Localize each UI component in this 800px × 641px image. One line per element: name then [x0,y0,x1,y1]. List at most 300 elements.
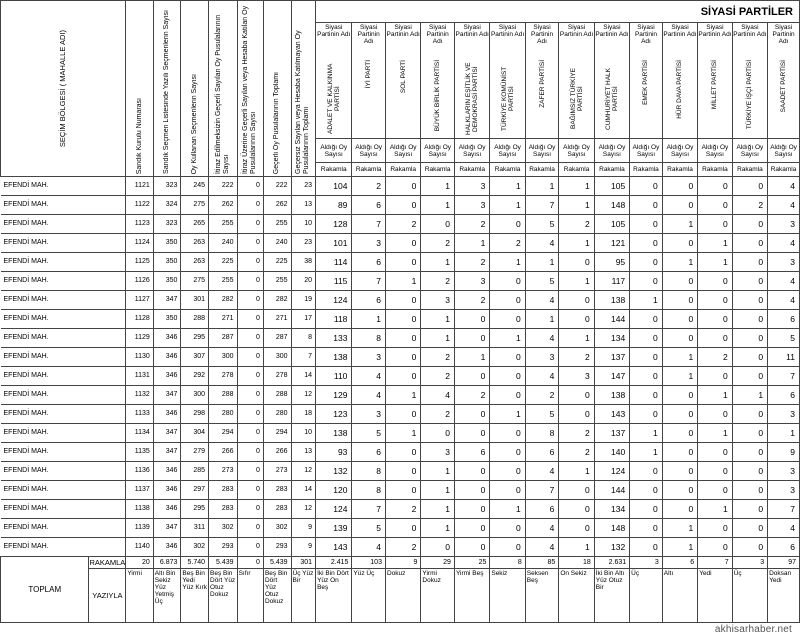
total-value-words: Sıfır [237,569,263,623]
party-vote: 4 [352,367,386,386]
party-vote: 6 [525,500,559,519]
party-vote: 1 [490,500,525,519]
party-vote: 4 [525,329,559,348]
party-vote: 0 [698,367,732,386]
table-row [1,462,800,481]
totals-row-yaziyla [1,569,800,623]
row-value: 0 [237,386,263,405]
party-vote: 0 [698,538,732,557]
party-name-label: Siyasi Partinin Adı [634,24,657,45]
party-vote: 0 [698,481,732,500]
row-value: 1125 [126,253,153,272]
mahalle-name: EFENDİ MAH. [1,538,126,557]
party-vote: 0 [630,348,663,367]
rakamla-label: Rakamla [525,163,559,177]
row-value: 1136 [126,462,153,481]
row-value: 300 [263,348,291,367]
column-header-label: Geçerli Oy Pusulalarının Toplamı [273,71,281,174]
party-vote: 0 [490,272,525,291]
party-header [385,23,420,139]
party-vote: 95 [594,253,629,272]
party-header [732,23,767,139]
party-vote: 1 [662,519,697,538]
party-vote: 0 [454,310,489,329]
total-vote-words: Seksen Beş [525,569,559,623]
row-value: 1137 [126,481,153,500]
row-value: 255 [209,272,238,291]
party-vote: 93 [316,443,352,462]
party-vote: 1 [421,196,455,215]
party-vote: 0 [732,177,767,196]
table-row [1,386,800,405]
party-vote: 0 [454,424,489,443]
party-name-label: Siyasi Partinin Adı [531,24,554,45]
party-vote: 5 [525,272,559,291]
party-vote: 0 [421,538,455,557]
party-vote: 0 [630,538,663,557]
table-row [1,177,800,196]
row-value: 9 [291,519,316,538]
party-vote: 1 [454,234,489,253]
party-header [352,23,386,139]
total-vote: 85 [525,557,559,569]
alinan-oy-label: Aldığı Oy Sayısı [490,139,525,163]
total-value-words: Altı Bin Sekiz Yüz Yetmiş Üç [153,569,181,623]
party-vote: 0 [662,196,697,215]
party-vote: 0 [490,424,525,443]
party-vote: 0 [385,348,420,367]
total-vote: 2.631 [594,557,629,569]
row-value: 293 [263,538,291,557]
column-header-col-gecersiz [291,1,316,177]
party-vote: 2 [385,500,420,519]
party-vote: 101 [316,234,352,253]
party-vote: 110 [316,367,352,386]
party-vote: 2 [385,215,420,234]
party-vote: 143 [594,405,629,424]
row-value: 275 [181,196,209,215]
party-vote: 0 [630,215,663,234]
column-header-col-oy-kullanan [181,1,209,177]
row-value: 14 [291,481,316,500]
column-header-label: Oy Kullanan Seçmenlerin Sayısı [190,73,198,174]
party-name: EMEK PARTİSİ [642,60,650,105]
row-value: 10 [291,424,316,443]
row-value: 225 [263,253,291,272]
party-vote: 0 [732,462,767,481]
party-vote: 1 [662,367,697,386]
party-vote: 0 [732,215,767,234]
row-value: 282 [209,291,238,310]
party-vote: 0 [490,386,525,405]
party-vote: 114 [316,253,352,272]
rakamla-label: Rakamla [316,163,352,177]
row-value: 8 [291,329,316,348]
party-vote: 89 [316,196,352,215]
table-row [1,443,800,462]
party-vote: 148 [594,196,629,215]
rakamla-label: Rakamla [768,163,800,177]
party-vote: 3 [421,443,455,462]
party-vote: 0 [385,310,420,329]
alinan-oy-label: Aldığı Oy Sayısı [352,139,386,163]
party-vote: 1 [490,196,525,215]
row-value: 346 [153,500,181,519]
row-value: 255 [209,215,238,234]
party-vote: 1 [559,329,594,348]
total-vote-words: Yedi [698,569,732,623]
party-vote: 0 [662,310,697,329]
party-vote: 0 [732,329,767,348]
party-vote: 4 [421,386,455,405]
party-vote: 139 [316,519,352,538]
party-vote: 3 [768,215,800,234]
party-vote: 2 [421,234,455,253]
party-vote: 129 [316,386,352,405]
party-vote: 0 [421,215,455,234]
party-vote: 0 [385,462,420,481]
column-header-label: İtiraz Edilmeksizin Geçerli Sayılan Oy Pusulalarının Sayısı [214,14,230,174]
party-vote: 128 [316,215,352,234]
party-vote: 2 [559,215,594,234]
party-vote: 1 [559,196,594,215]
party-vote: 0 [732,481,767,500]
rakamla-label: Rakamla [630,163,663,177]
party-vote: 0 [732,348,767,367]
party-name-label: Siyasi Partinin Adı [772,24,795,45]
column-header-col-sandik [126,1,153,177]
party-vote: 1 [732,386,767,405]
row-value: 283 [263,481,291,500]
party-vote: 133 [316,329,352,348]
party-vote: 0 [421,424,455,443]
row-value: 18 [291,405,316,424]
party-vote: 115 [316,272,352,291]
row-value: 0 [237,177,263,196]
party-vote: 2 [732,196,767,215]
party-vote: 0 [490,291,525,310]
row-value: 263 [181,253,209,272]
party-vote: 138 [594,386,629,405]
party-vote: 1 [559,234,594,253]
row-value: 1139 [126,519,153,538]
row-value: 350 [153,234,181,253]
party-vote: 3 [768,405,800,424]
party-vote: 134 [594,329,629,348]
row-value: 273 [209,462,238,481]
row-value: 300 [181,386,209,405]
table-row [1,367,800,386]
party-vote: 4 [525,367,559,386]
party-vote: 1 [421,310,455,329]
party-vote: 6 [352,443,386,462]
row-value: 1129 [126,329,153,348]
party-vote: 0 [698,177,732,196]
row-value: 346 [153,367,181,386]
row-value: 297 [181,481,209,500]
party-vote: 2 [454,386,489,405]
party-header [316,23,352,139]
party-vote: 2 [454,215,489,234]
party-name: SOL PARTİ [399,60,407,94]
row-value: 1121 [126,177,153,196]
row-value: 7 [291,348,316,367]
row-value: 347 [153,424,181,443]
party-vote: 0 [698,329,732,348]
rakamla-label: Rakamla [662,163,697,177]
party-vote: 1 [421,253,455,272]
row-value: 10 [291,215,316,234]
party-vote: 0 [385,196,420,215]
yaziyla-label: YAZIYLA [89,569,126,623]
party-vote: 1 [698,424,732,443]
party-vote: 0 [385,443,420,462]
mahalle-name: EFENDİ MAH. [1,272,126,291]
party-vote: 0 [698,405,732,424]
table-row [1,481,800,500]
party-vote: 132 [316,462,352,481]
party-vote: 3 [525,348,559,367]
alinan-oy-label: Aldığı Oy Sayısı [421,139,455,163]
party-vote: 4 [525,291,559,310]
party-vote: 0 [662,291,697,310]
party-vote: 0 [698,196,732,215]
row-value: 262 [209,196,238,215]
total-value: 5.439 [263,557,291,569]
party-vote: 2 [559,443,594,462]
row-value: 12 [291,386,316,405]
party-header [559,23,594,139]
row-value: 245 [181,177,209,196]
party-vote: 2 [525,386,559,405]
siyasi-partiler-title: SİYASİ PARTİLER [316,1,800,23]
alinan-oy-label: Aldığı Oy Sayısı [454,139,489,163]
party-vote: 9 [768,443,800,462]
total-vote: 2.415 [316,557,352,569]
party-name-label: Siyasi Partinin Adı [663,24,697,38]
party-vote: 0 [662,424,697,443]
party-vote: 0 [630,177,663,196]
party-vote: 0 [454,367,489,386]
party-vote: 1 [525,310,559,329]
party-vote: 0 [559,519,594,538]
party-vote: 8 [352,462,386,481]
row-value: 263 [181,234,209,253]
row-value: 1133 [126,405,153,424]
party-vote: 0 [662,443,697,462]
party-name: İYİ PARTİ [365,60,373,89]
party-vote: 1 [630,291,663,310]
party-vote: 6 [768,538,800,557]
row-value: 0 [237,367,263,386]
party-vote: 137 [594,348,629,367]
party-vote: 6 [768,310,800,329]
total-vote-words: Doksan Yedi [768,569,800,623]
party-header [594,23,629,139]
row-value: 17 [291,310,316,329]
party-vote: 1 [559,177,594,196]
party-vote: 118 [316,310,352,329]
table-row [1,272,800,291]
party-vote: 4 [768,234,800,253]
row-value: 12 [291,462,316,481]
party-vote: 0 [630,500,663,519]
party-vote: 1 [421,462,455,481]
party-vote: 0 [662,177,697,196]
party-vote: 138 [316,348,352,367]
party-name-label: Siyasi Partinin Adı [386,24,420,38]
total-vote-words: On Sekiz [559,569,594,623]
party-vote: 0 [490,519,525,538]
party-vote: 0 [732,253,767,272]
party-vote: 2 [352,177,386,196]
row-value: 13 [291,196,316,215]
row-value: 1126 [126,272,153,291]
party-vote: 4 [768,272,800,291]
party-vote: 0 [490,348,525,367]
table-row [1,405,800,424]
row-value: 324 [153,196,181,215]
row-value: 0 [237,519,263,538]
column-header-label: Geçersiz Sayılan veya Hesaba Katılmayan Oy Pusulalarının Toplamı [295,30,311,174]
party-vote: 7 [352,215,386,234]
row-value: 20 [291,272,316,291]
mahalle-name: EFENDİ MAH. [1,500,126,519]
party-vote: 5 [525,215,559,234]
party-vote: 124 [594,462,629,481]
party-vote: 137 [594,424,629,443]
rakamla-label: Rakamla [559,163,594,177]
party-vote: 4 [525,538,559,557]
party-vote: 2 [698,348,732,367]
party-vote: 4 [525,234,559,253]
party-vote: 0 [662,500,697,519]
party-vote: 105 [594,215,629,234]
row-value: 0 [237,329,263,348]
party-vote: 1 [662,253,697,272]
party-name: ADALET VE KALKINMA PARTİSİ [326,63,341,135]
row-value: 0 [237,310,263,329]
alinan-oy-label: Aldığı Oy Sayısı [768,139,800,163]
row-value: 280 [209,405,238,424]
total-value: 0 [237,557,263,569]
total-vote: 6 [662,557,697,569]
row-value: 1128 [126,310,153,329]
total-value-words: Beş Bin Dört Yüz Otuz Dokuz [263,569,291,623]
total-vote: 9 [385,557,420,569]
row-value: 347 [153,386,181,405]
party-vote: 6 [352,253,386,272]
party-vote: 0 [732,500,767,519]
row-value: 1123 [126,215,153,234]
row-value: 0 [237,215,263,234]
row-value: 347 [153,519,181,538]
party-vote: 0 [698,272,732,291]
party-vote: 0 [454,519,489,538]
total-value-words: Üç Yüz Bir [291,569,316,623]
party-name-label: Siyasi Partinin Adı [426,24,449,45]
mahalle-name: EFENDİ MAH. [1,424,126,443]
party-vote: 6 [352,196,386,215]
party-vote: 140 [594,443,629,462]
row-value: 23 [291,234,316,253]
party-name-label: Siyasi Partinin Adı [490,24,525,38]
mahalle-name: EFENDİ MAH. [1,367,126,386]
party-vote: 3 [352,234,386,253]
party-vote: 124 [316,500,352,519]
row-value: 0 [237,481,263,500]
column-header-label: Sandık Seçmen Listesinde Yazılı Seçmenlerin Sayısı [163,10,171,174]
party-header [525,23,559,139]
party-vote: 123 [316,405,352,424]
row-value: 346 [153,462,181,481]
row-value: 288 [209,386,238,405]
row-value: 19 [291,291,316,310]
row-value: 323 [153,177,181,196]
row-value: 13 [291,443,316,462]
table-row [1,519,800,538]
rakamla-label: Rakamla [490,163,525,177]
party-vote: 3 [768,462,800,481]
party-vote: 105 [594,177,629,196]
row-value: 1134 [126,424,153,443]
table-row [1,253,800,272]
party-vote: 1 [662,348,697,367]
row-value: 1122 [126,196,153,215]
party-vote: 3 [421,291,455,310]
row-value: 293 [209,538,238,557]
total-vote: 97 [768,557,800,569]
totals-row-rakamla [1,557,800,569]
party-vote: 0 [732,405,767,424]
party-vote: 8 [352,329,386,348]
party-vote: 134 [594,500,629,519]
party-vote: 2 [421,272,455,291]
mahalle-name: EFENDİ MAH. [1,348,126,367]
party-vote: 1 [490,177,525,196]
party-vote: 6 [525,443,559,462]
total-value-words: Beş Bin Dört Yüz Otuz Dokuz [209,569,238,623]
rakamla-label: Rakamla [594,163,629,177]
party-vote: 0 [490,462,525,481]
party-name-label: Siyasi Partinin Adı [559,24,594,38]
party-vote: 3 [768,253,800,272]
row-value: 0 [237,348,263,367]
row-value: 283 [263,500,291,519]
party-name: BÜYÜK BİRLİK PARTİSİ [434,60,442,132]
row-value: 307 [181,348,209,367]
party-vote: 1 [559,538,594,557]
party-header [454,23,489,139]
party-header [662,23,697,139]
row-value: 287 [263,329,291,348]
party-vote: 0 [662,481,697,500]
column-header-col-itiraz-edilmeksizin [209,1,238,177]
party-vote: 5 [525,405,559,424]
party-vote: 1 [698,386,732,405]
row-value: 0 [237,538,263,557]
party-vote: 3 [559,367,594,386]
party-vote: 0 [662,329,697,348]
rakamla-label: Rakamla [454,163,489,177]
party-vote: 11 [768,348,800,367]
party-name-label: Siyasi Partinin Adı [317,24,351,38]
party-vote: 4 [525,462,559,481]
row-value: 1135 [126,443,153,462]
row-value: 14 [291,367,316,386]
party-vote: 0 [732,272,767,291]
party-vote: 4 [768,519,800,538]
